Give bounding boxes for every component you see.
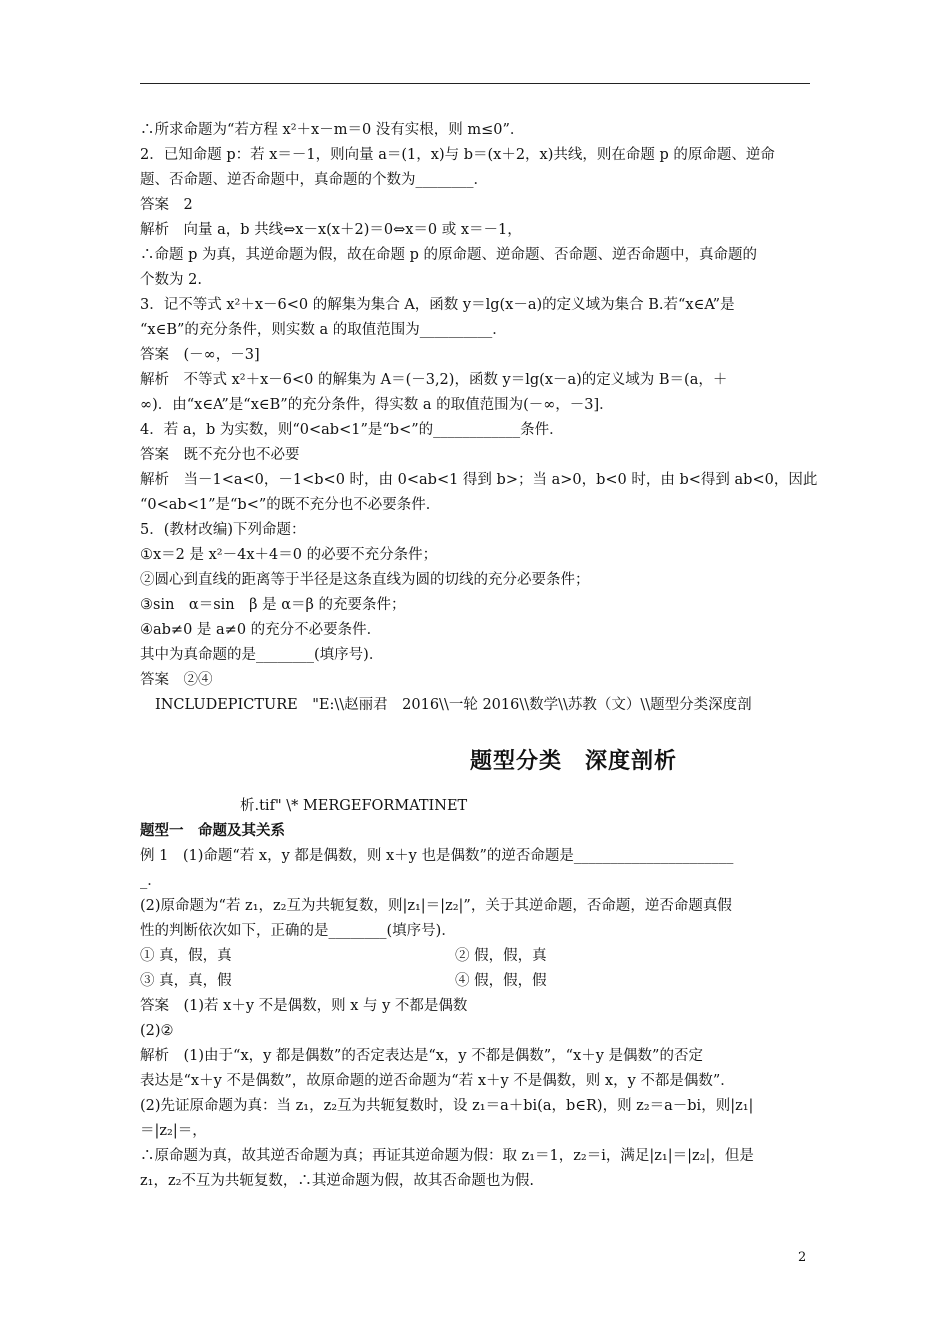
answer-line: 答案 既不充分也不必要 xyxy=(140,447,300,463)
analysis-line: 解析 不等式 x²＋x－6<0 的解集为 A＝(－3,2)，函数 y＝lg(x－a)的定义域为 B＝(a，＋ xyxy=(140,372,728,388)
text-line: “x∈B”的充分条件，则实数 a 的取值范围为__________． xyxy=(140,322,507,338)
option-2: ② 假，假，真 xyxy=(455,948,547,964)
text-line: 个数为 2. xyxy=(140,272,202,288)
analysis-line: ＝|z₂|＝， xyxy=(140,1123,207,1139)
analysis-line: (2)先证原命题为真：当 z₁，z₂互为共轭复数时，设 z₁＝a＋bi(a，b∈R)，则 z₂＝a－bi，则|z₁| xyxy=(140,1098,754,1114)
analysis-line: z₁，z₂不互为共轭复数，∴其逆命题为假，故其否命题也为假. xyxy=(140,1173,535,1189)
option-1: ① 真，假，真 xyxy=(140,948,232,964)
analysis-line: 表达是“x＋y 不是偶数”，故原命题的逆否命题为“若 x＋y 不是偶数，则 x，y 不都是偶数”． xyxy=(140,1073,735,1089)
answer-line: 答案 ②④ xyxy=(140,672,213,688)
text-line: ∞)．由“x∈A”是“x∈B”的充分条件，得实数 a 的取值范围为(－∞，－3]． xyxy=(140,397,614,413)
answer-line: 答案 (1)若 x＋y 不是偶数，则 x 与 y 不都是偶数 xyxy=(140,998,468,1014)
option-4: ④ 假，假，假 xyxy=(455,973,547,989)
text-line: “0<ab<1”是“b<”的既不充分也不必要条件． xyxy=(140,497,441,513)
analysis-line: ∴原命题为真，故其逆否命题为真；再证其逆命题为假：取 z₁＝1，z₂＝i，满足|z₁|＝|z₂|，但是 xyxy=(140,1148,754,1164)
answer-line: (2)② xyxy=(140,1023,174,1039)
answer-line: 答案 2 xyxy=(140,197,193,213)
text-line: ①x＝2 是 x²－4x＋4＝0 的必要不充分条件； xyxy=(140,547,438,563)
text-line: 题、否命题、逆否命题中，真命题的个数为________． xyxy=(140,172,488,188)
example-line: (2)原命题为“若 z₁，z₂互为共轭复数，则|z₁|＝|z₂|”，关于其逆命题，否命题，逆否命题真假 xyxy=(140,898,732,914)
analysis-line: 解析 当－1<a<0，－1<b<0 时，由 0<ab<1 得到 b>；当 a>0，b<0 时，由 b<得到 ab<0，因此 xyxy=(140,472,818,488)
text-line: 2．已知命题 p：若 x＝－1，则向量 a＝(1，x)与 b＝(x＋2，x)共线，则在命题 p 的原命题、逆命 xyxy=(140,147,775,163)
topic-heading: 题型一 命题及其关系 xyxy=(140,823,285,839)
field-code-line: 析.tif" \* MERGEFORMATINET xyxy=(240,798,468,814)
header-rule xyxy=(140,83,810,84)
answer-line: 答案 (－∞，－3] xyxy=(140,347,260,363)
text-line: 4．若 a，b 为实数，则“0<ab<1”是“b<”的____________条件． xyxy=(140,422,564,438)
page-number: 2 xyxy=(798,1250,807,1265)
text-line: 其中为真命题的是________(填序号)． xyxy=(140,647,384,663)
field-code-line: INCLUDEPICTURE "E:\\赵丽君 2016\\一轮 2016\\数学\\苏教（文）\\题型分类深度剖 xyxy=(155,697,752,713)
text-line: ④ab≠0 是 a≠0 的充分不必要条件． xyxy=(140,622,382,638)
text-line: ∴命题 p 为真，其逆命题为假，故在命题 p 的原命题、逆命题、否命题、逆否命题中，真命题的 xyxy=(140,247,757,263)
section-title: 题型分类 深度剖析 xyxy=(470,749,678,774)
example-line: 例 1 (1)命题“若 x，y 都是偶数，则 x＋y 也是偶数”的逆否命题是______________________ xyxy=(140,848,734,864)
example-line: 性的判断依次如下，正确的是________(填序号)． xyxy=(140,923,456,939)
options-row xyxy=(140,969,810,994)
text-line: ③sin α＝sin β 是 α＝β 的充要条件； xyxy=(140,597,406,613)
options-row xyxy=(140,944,810,969)
section-title-block xyxy=(140,742,810,794)
option-3: ③ 真，真，假 xyxy=(140,973,232,989)
example-line: _． xyxy=(140,873,162,889)
text-line: ∴所求命题为“若方程 x²＋x－m＝0 没有实根，则 m≤0”． xyxy=(140,122,525,138)
analysis-line: 解析 (1)由于“x，y 都是偶数”的否定表达是“x，y 不都是偶数”，“x＋y 是偶数”的否定 xyxy=(140,1048,703,1064)
text-line: ②圆心到直线的距离等于半径是这条直线为圆的切线的充分必要条件； xyxy=(140,572,590,588)
text-line: 5．(教材改编)下列命题： xyxy=(140,522,306,538)
analysis-line: 解析 向量 a，b 共线⇔x－x(x＋2)＝0⇔x＝0 或 x＝－1， xyxy=(140,222,522,238)
page-body xyxy=(140,118,818,1194)
text-line: 3．记不等式 x²＋x－6<0 的解集为集合 A，函数 y＝lg(x－a)的定义域为集合 B.若“x∈A”是 xyxy=(140,297,735,313)
